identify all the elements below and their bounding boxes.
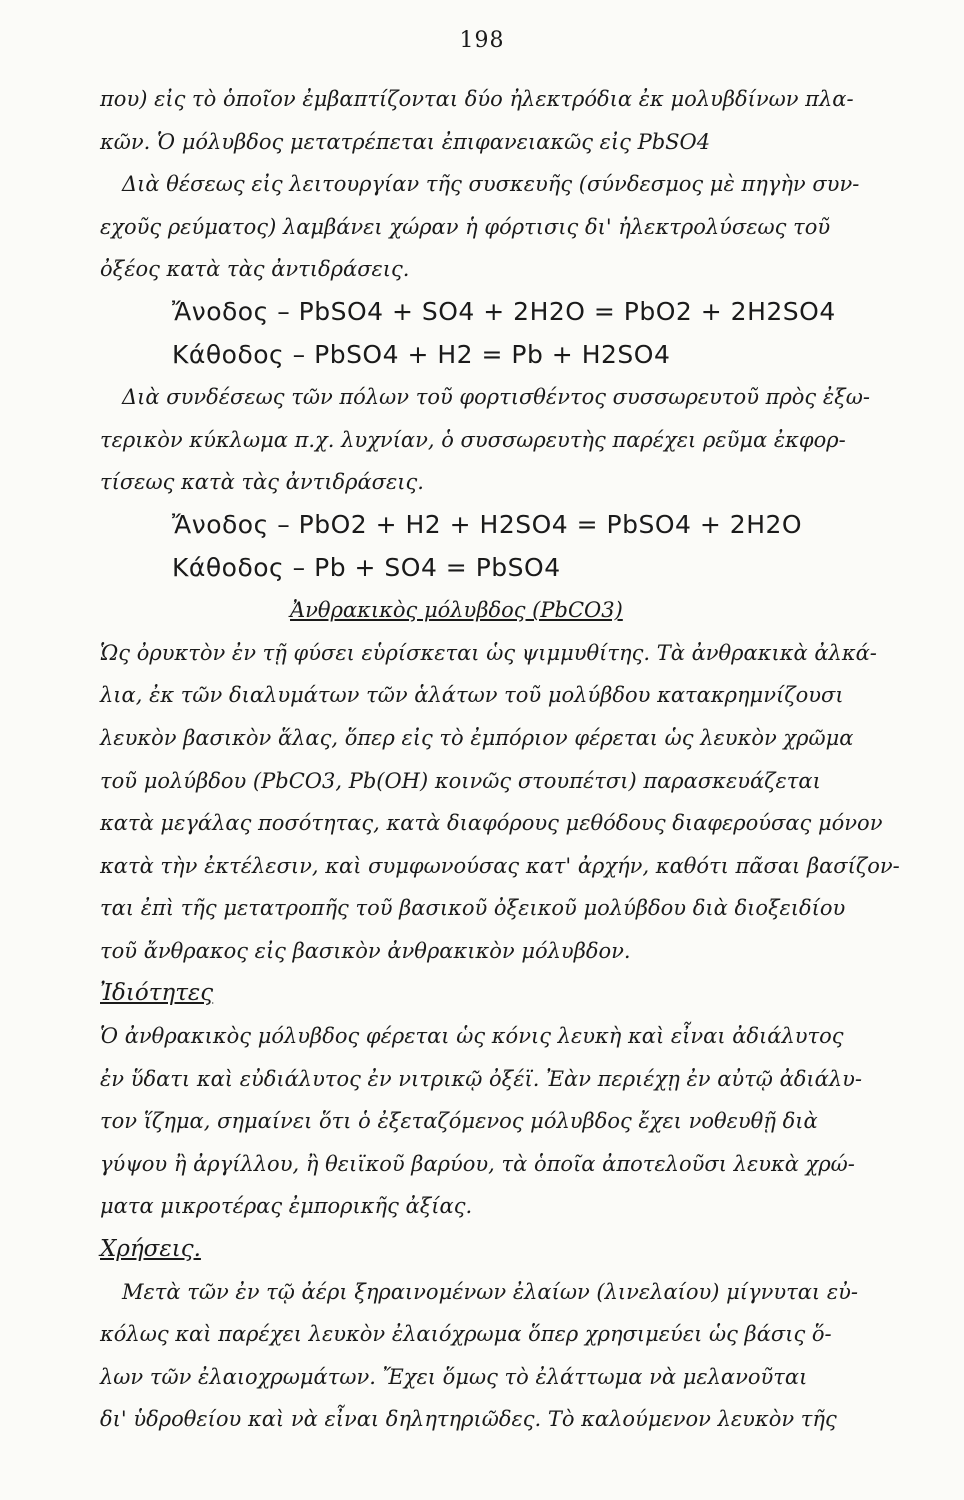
section-heading-label: Ἰδιότητες (100, 980, 214, 1007)
text-line: δι' ὑδροθείου καὶ νὰ εἶναι δηλητηριῶδες. Τὸ καλούμενον λευκὸν τῆς (100, 1407, 837, 1432)
text-line: κατὰ μεγάλας ποσότητας, κατὰ διαφόρους μεθόδους διαφερούσας μόνον (100, 811, 883, 836)
text-line: Ὡς ὀρυκτὸν ἐν τῇ φύσει εὑρίσκεται ὡς ψιμμυθίτης. Τὰ ἀνθρακικὰ ἀλκά- (100, 640, 877, 665)
text-line: τίσεως κατὰ τὰς ἀντιδράσεις. (100, 470, 424, 495)
text-line: ματα μικροτέρας ἐμπορικῆς ἀξίας. (100, 1194, 473, 1219)
section-heading (100, 1228, 910, 1271)
text-line: λευκὸν βασικὸν ἅλας, ὅπερ εἰς τὸ ἐμπόριον φέρεται ὡς λευκὸν χρῶμα (100, 725, 854, 750)
page-number: 198 (459, 28, 505, 53)
text-line: Μετὰ τῶν ἐν τῷ ἀέρι ξηραινομένων ἐλαίων (λινελαίου) μίγνυται εὐ- (122, 1279, 858, 1304)
section-subtitle (100, 589, 910, 632)
text-line: ὀξέος κατὰ τὰς ἀντιδράσεις. (100, 257, 410, 282)
chemical-equation: Ἄνοδος – PbO2 + H2 + H2SO4 = PbSO4 + 2H2O (172, 509, 803, 539)
handwritten-text-body (100, 78, 910, 1441)
text-line: τον ἵζημα, σημαίνει ὅτι ὁ ἐξεταζόμενος μόλυβδος ἔχει νοθευθῇ διὰ (100, 1109, 818, 1134)
text-line: κῶν. Ὁ μόλυβδος μετατρέπεται ἐπιφανειακῶς εἰς PbSO4 (100, 129, 711, 154)
text-line: κατὰ τὴν ἐκτέλεσιν, καὶ συμφωνούσας κατ' ἀρχήν, καθότι πᾶσαι βασίζον- (100, 853, 900, 878)
text-line: Ὁ ἀνθρακικὸς μόλυβδος φέρεται ὡς κόνις λευκὴ καὶ εἶναι ἀδιάλυτος (100, 1024, 844, 1049)
text-line: Διὰ συνδέσεως τῶν πόλων τοῦ φορτισθέντος συσσωρευτοῦ πρὸς ἐξω- (122, 385, 870, 410)
text-line: λια, ἐκ τῶν διαλυμάτων τῶν ἁλάτων τοῦ μολύβδου κατακρημνίζουσι (100, 683, 844, 708)
chemical-equation: Κάθοδος – PbSO4 + H2 = Pb + H2SO4 (172, 339, 671, 369)
text-line: τοῦ ἄνθρακος εἰς βασικὸν ἀνθρακικὸν μόλυβδον. (100, 938, 631, 963)
text-line: τοῦ μολύβδου (PbCO3, Pb(OH) κοινῶς στουπέτσι) παρασκευάζεται (100, 768, 821, 793)
text-line: λων τῶν ἐλαιοχρωμάτων. Ἔχει ὅμως τὸ ἐλάττωμα νὰ μελανοῦται (100, 1364, 808, 1389)
text-line: εχοῦς ρεύματος) λαμβάνει χώραν ἡ φόρτισις δι' ἠλεκτρολύσεως τοῦ (100, 214, 831, 239)
text-line: ἐν ὕδατι καὶ εὐδιάλυτος ἐν νιτρικῷ ὀξέϊ. Ἐὰν περιέχῃ ἐν αὐτῷ ἀδιάλυ- (100, 1066, 863, 1091)
text-line: κόλως καὶ παρέχει λευκὸν ἐλαιόχρωμα ὅπερ χρησιμεύει ὡς βάσις ὅ- (100, 1322, 832, 1347)
text-line: γύψου ἢ ἀργίλλου, ἢ θειϊκοῦ βαρύου, τὰ ὁποῖα ἀποτελοῦσι λευκὰ χρώ- (100, 1151, 855, 1176)
text-line: ται ἐπὶ τῆς μετατροπῆς τοῦ βασικοῦ ὀξεικοῦ μολύβδου διὰ διοξειδίου (100, 896, 846, 921)
section-heading (100, 972, 910, 1015)
section-subtitle-label: Ἀνθρακικὸς μόλυβδος (PbCO3) (290, 598, 623, 623)
text-line: Διὰ θέσεως εἰς λειτουργίαν τῆς συσκευῆς (σύνδεσμος μὲ πηγὴν συν- (122, 172, 860, 197)
text-line: τερικὸν κύκλωμα π.χ. λυχνίαν, ὁ συσσωρευτὴς παρέχει ρεῦμα ἐκφορ- (100, 427, 846, 452)
chemical-equation: Ἄνοδος – PbSO4 + SO4 + 2H2O = PbO2 + 2H2SO4 (172, 296, 836, 326)
text-line: που) εἰς τὸ ὁποῖον ἐμβαπτίζονται δύο ἠλεκτρόδια ἐκ μολυβδίνων πλα- (100, 87, 854, 111)
chemical-equation: Κάθοδος – Pb + SO4 = PbSO4 (172, 552, 561, 582)
section-heading-label: Χρήσεις. (100, 1236, 201, 1263)
